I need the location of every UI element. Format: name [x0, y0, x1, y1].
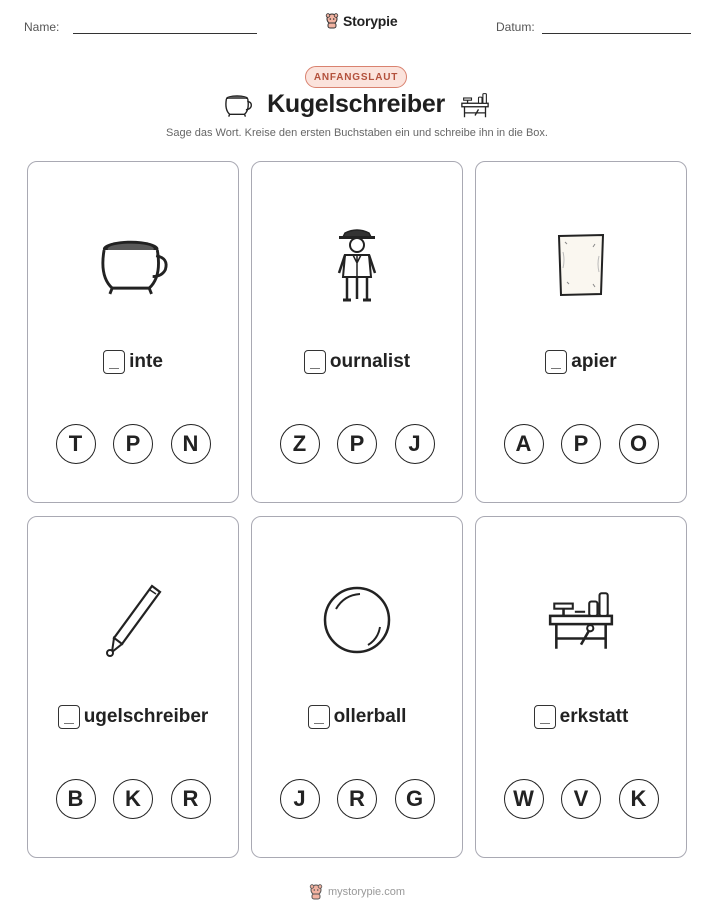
letter-choice[interactable]: R [171, 779, 211, 819]
storypie-mascot-icon [309, 884, 323, 900]
paper-icon [555, 232, 607, 298]
letter-choices [28, 779, 238, 819]
word-card [475, 161, 687, 503]
word-card [475, 516, 687, 858]
journalist-icon [335, 225, 379, 305]
word-card [27, 161, 239, 503]
answer-box[interactable] [58, 705, 80, 729]
word-remainder: ugelschreiber [83, 706, 209, 727]
letter-choices [476, 424, 686, 464]
pot-icon [96, 228, 170, 302]
answer-box[interactable] [534, 705, 556, 729]
letter-choice[interactable]: A [504, 424, 544, 464]
name-write-line[interactable] [73, 33, 257, 34]
word-card [251, 516, 463, 858]
letter-choice[interactable]: B [56, 779, 96, 819]
card-picture [476, 575, 686, 665]
workbench-icon [544, 586, 618, 654]
letter-choices [252, 424, 462, 464]
pot-icon [223, 92, 253, 118]
answer-box[interactable] [545, 350, 567, 374]
brand-name: Storypie [343, 13, 398, 29]
word-remainder: apier [571, 351, 617, 372]
letter-choice[interactable]: J [280, 779, 320, 819]
title-row [0, 90, 714, 119]
letter-choices [28, 424, 238, 464]
letter-choice[interactable]: W [504, 779, 544, 819]
word-row [252, 705, 462, 729]
word-row [252, 350, 462, 374]
word-row [28, 705, 238, 729]
pen-icon [102, 582, 164, 658]
letter-choice[interactable]: V [561, 779, 601, 819]
letter-choice[interactable]: P [561, 424, 601, 464]
instructions: Sage das Wort. Kreise den ersten Buchstaben ein und schreibe ihn in die Box. [166, 127, 548, 139]
card-picture [28, 220, 238, 310]
letter-choice[interactable]: J [395, 424, 435, 464]
card-picture [252, 220, 462, 310]
letter-choice[interactable]: T [56, 424, 96, 464]
footer [0, 884, 714, 900]
card-picture [252, 575, 462, 665]
word-remainder: inte [129, 351, 163, 372]
card-picture [476, 220, 686, 310]
answer-box[interactable] [308, 705, 330, 729]
letter-choice[interactable]: G [395, 779, 435, 819]
letter-choice[interactable]: K [113, 779, 153, 819]
answer-box[interactable] [103, 350, 125, 374]
letter-choice[interactable]: N [171, 424, 211, 464]
word-row [28, 350, 238, 374]
letter-choice[interactable]: P [113, 424, 153, 464]
page-title: Kugelschreiber [267, 90, 445, 118]
word-row [476, 705, 686, 729]
letter-choices [476, 779, 686, 819]
word-remainder: ollerball [333, 706, 407, 727]
letter-choice[interactable]: R [337, 779, 377, 819]
category-badge: ANFANGSLAUT [305, 66, 407, 88]
letter-choice[interactable]: K [619, 779, 659, 819]
word-remainder: ournalist [329, 351, 411, 372]
date-label: Datum: [496, 20, 535, 34]
answer-box[interactable] [304, 350, 326, 374]
word-remainder: erkstatt [559, 706, 629, 727]
letter-choices [252, 779, 462, 819]
workbench-icon [459, 91, 491, 119]
letter-choice[interactable]: P [337, 424, 377, 464]
word-card [251, 161, 463, 503]
footer-url[interactable]: mystorypie.com [327, 886, 406, 898]
date-write-line[interactable] [542, 33, 691, 34]
letter-choice[interactable]: O [619, 424, 659, 464]
word-card [27, 516, 239, 858]
word-row [476, 350, 686, 374]
ball-icon [322, 585, 392, 655]
letter-choice[interactable]: Z [280, 424, 320, 464]
brand-logo [325, 13, 397, 29]
storypie-mascot-icon [325, 13, 339, 29]
name-label: Name: [24, 20, 60, 34]
card-picture [28, 575, 238, 665]
